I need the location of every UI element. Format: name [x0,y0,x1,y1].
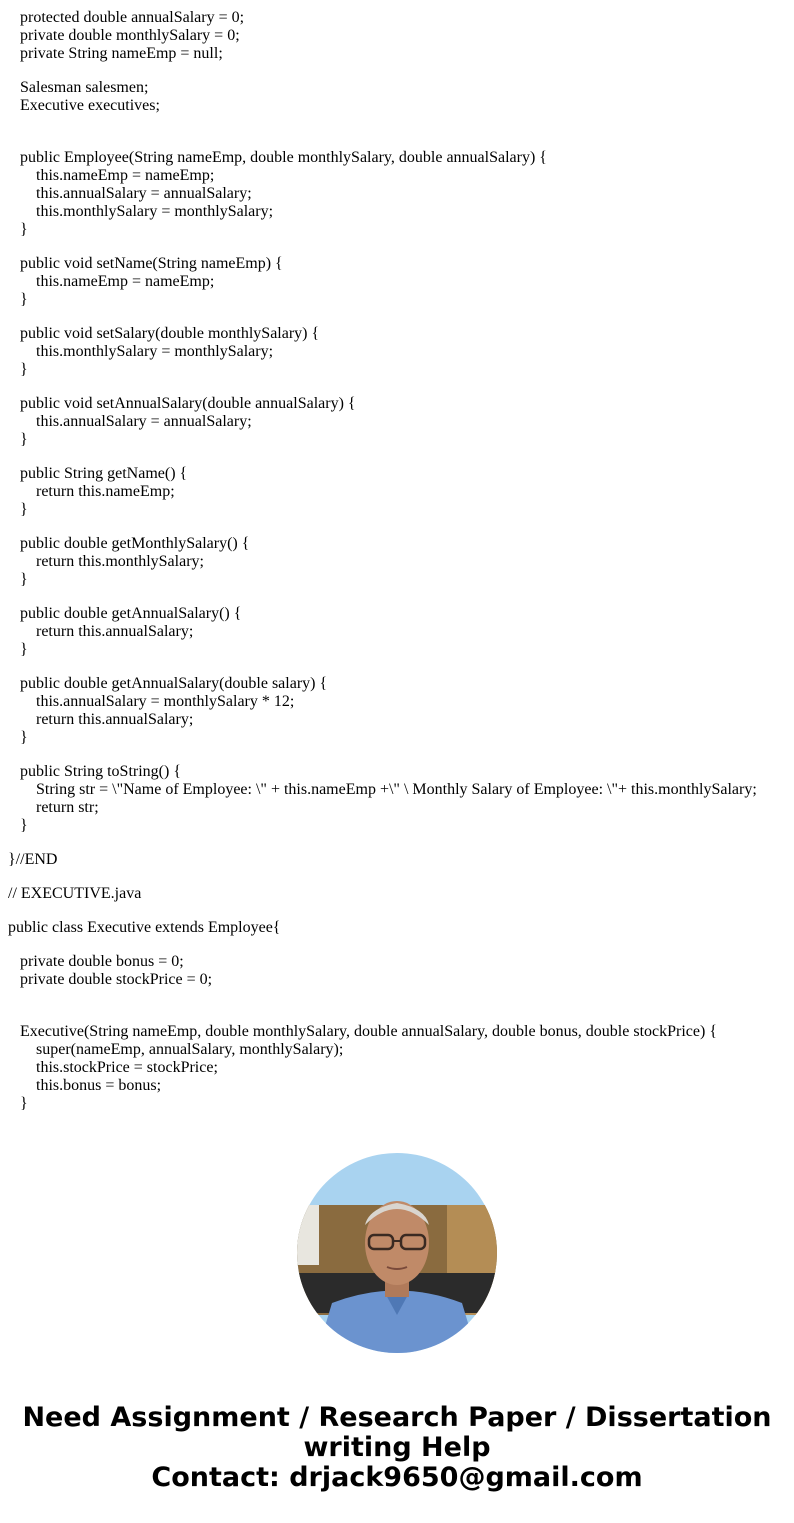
code-line: private double monthlySalary = 0; [20,27,240,44]
code-line: this.monthlySalary = monthlySalary; [36,203,274,220]
code-line: private double stockPrice = 0; [20,971,213,988]
code-line: public double getMonthlySalary() { [20,535,250,552]
code-line: Salesman salesmen; [20,79,149,96]
code-line: Executive(String nameEmp, double monthlySalary, double annualSalary, double bonus, double stockPrice) { [20,1023,718,1040]
author-portrait [297,1153,497,1353]
code-line: return this.nameEmp; [36,483,175,500]
promo-banner [0,1403,794,1493]
code-line: public void setName(String nameEmp) { [20,255,283,272]
code-line: } [20,571,28,588]
code-line: // EXECUTIVE.java [8,885,142,902]
code-line [8,1005,788,1023]
code-line: Executive executives; [20,97,160,114]
code-line: public double getAnnualSalary() { [20,605,242,622]
code-line: String str = \"Name of Employee: \" + this.nameEmp +\" \ Monthly Salary of Employee: \"+ this.monthlySalary; [36,781,757,798]
code-line: this.nameEmp = nameEmp; [36,273,215,290]
code-line: private String nameEmp = null; [20,45,223,62]
code-line: } [20,729,28,746]
promo-line-2: writing Help [303,1432,491,1463]
code-line: public void setAnnualSalary(double annualSalary) { [20,395,356,412]
code-line: public class Executive extends Employee{ [8,919,281,936]
code-line: }//END [8,851,58,868]
portrait-switchboard [297,1205,319,1265]
code-line: } [20,1095,28,1112]
code-line: return this.annualSalary; [36,623,194,640]
author-avatar [297,1153,497,1353]
code-line: } [20,361,28,378]
code-line: private double bonus = 0; [20,953,184,970]
code-line: public String getName() { [20,465,188,482]
code-line: this.monthlySalary = monthlySalary; [36,343,274,360]
code-line: } [20,221,28,238]
promo-line-1: Need Assignment / Research Paper / Dissertation [22,1402,772,1433]
code-line [8,131,788,149]
code-line: } [20,501,28,518]
code-line: public String toString() { [20,763,182,780]
code-line: return this.monthlySalary; [36,553,204,570]
code-line: } [20,641,28,658]
code-line: return this.annualSalary; [36,711,194,728]
code-line: this.stockPrice = stockPrice; [36,1059,218,1076]
code-line: super(nameEmp, annualSalary, monthlySalary); [36,1041,344,1058]
code-line: this.bonus = bonus; [36,1077,162,1094]
code-line: } [20,291,28,308]
code-line: public double getAnnualSalary(double salary) { [20,675,328,692]
code-line: this.nameEmp = nameEmp; [36,167,215,184]
code-line: this.annualSalary = annualSalary; [36,185,252,202]
code-line: protected double annualSalary = 0; [20,9,245,26]
code-line: this.annualSalary = annualSalary; [36,413,252,430]
code-line: public void setSalary(double monthlySalary) { [20,325,320,342]
promo-line-3: Contact: drjack9650@gmail.com [151,1462,643,1493]
code-line: } [20,431,28,448]
code-line: public Employee(String nameEmp, double monthlySalary, double annualSalary) { [20,149,547,166]
code-line: this.annualSalary = monthlySalary * 12; [36,693,295,710]
code-line: } [20,817,28,834]
code-line: return str; [36,799,99,816]
code-listing [8,9,788,1121]
